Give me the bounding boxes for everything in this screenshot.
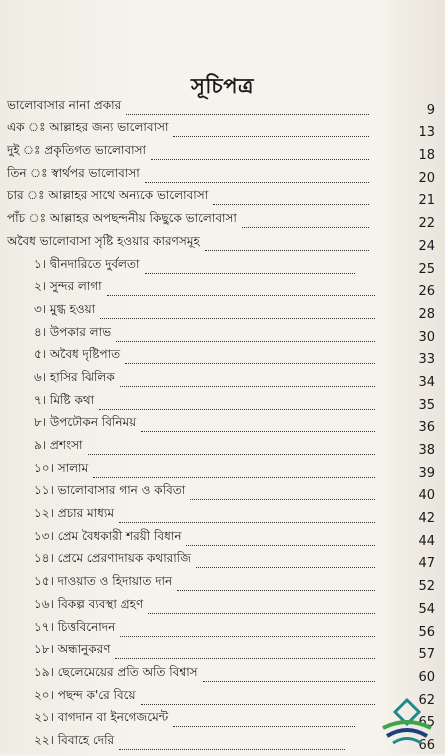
toc-sublabel: ৯। প্রশংসা (34, 438, 83, 452)
dot-leader (203, 681, 375, 682)
toc-subrow (0, 484, 445, 507)
publisher-logo-icon (377, 698, 437, 746)
dot-leader (196, 567, 375, 568)
toc-sublabel: ১২। প্রচার মাধ্যম (34, 506, 115, 521)
toc-page-number: 54 (418, 601, 435, 617)
toc-subrow (0, 370, 445, 393)
toc-subrow (0, 620, 445, 643)
dot-leader (242, 227, 369, 228)
toc-sublabel: ২। সুন্দর লাগা (34, 279, 102, 294)
toc-sublabel: ১১। ভালোবাসার গান ও কবিতা (34, 483, 186, 498)
toc-sublabel: ১৪। প্রেমে প্রেরণাদায়ক কথারাজি (34, 551, 191, 566)
dot-leader (88, 454, 375, 455)
dot-leader (145, 273, 356, 274)
toc-sublabel: ১০। সালাম (34, 460, 89, 475)
toc-sublabel: ১৯। ছেলেমেয়ের প্রতি অতি বিশ্বাস (34, 664, 198, 679)
dot-leader (107, 295, 375, 296)
toc-sublabel: ২২। বিবাহে দেরি (34, 732, 115, 747)
dot-leader (173, 726, 355, 727)
toc-label: তিন ঃ স্বার্থপর ভালোবাসা (7, 165, 140, 180)
dot-leader (100, 318, 375, 319)
toc-row (0, 143, 445, 166)
dot-leader (205, 250, 369, 251)
toc-page-number: 40 (418, 488, 435, 504)
toc-page-number: 39 (418, 465, 435, 481)
dot-leader (151, 159, 369, 160)
dot-leader (125, 363, 375, 364)
dot-leader (141, 431, 375, 432)
toc-page-number: 44 (418, 533, 435, 549)
table-of-contents (0, 98, 445, 756)
dot-leader (173, 136, 369, 137)
toc-label: চার ঃ আল্লাহর সাথে অন্যকে ভালোবাসা (7, 188, 209, 203)
toc-page-number: 25 (418, 261, 435, 277)
dot-leader (126, 114, 369, 115)
toc-subrow (0, 438, 445, 461)
dot-leader (93, 477, 375, 478)
toc-subrow (0, 643, 445, 666)
dot-leader (186, 545, 375, 546)
toc-subrow (0, 574, 445, 597)
toc-sublabel: ১৫। দাওয়াত ও হিদায়াত দান (34, 574, 173, 589)
toc-page-number: 65 (418, 715, 435, 731)
toc-label: এক ঃ আল্লাহর জন্য ভালোবাসা (7, 120, 169, 135)
toc-sublabel: ৬। হাসির ঝিলিক (34, 369, 115, 384)
toc-sublabel: ১৩। প্রেম বৈধকারী শরয়ী বিধান (34, 528, 182, 543)
toc-sublabel: ১। দ্বীনদারিতে দুর্বলতা (34, 256, 140, 271)
toc-page-number: 20 (418, 170, 435, 186)
toc-page-number: 28 (418, 306, 435, 322)
toc-subrow (0, 529, 445, 552)
toc-page-number: 66 (418, 737, 435, 753)
toc-subrow (0, 302, 445, 325)
toc-subrow (0, 416, 445, 439)
toc-sublabel: ২১। বাগদান বা ইনগেজমেন্ট (34, 710, 169, 725)
toc-page-number: 47 (418, 556, 435, 572)
toc-page-number: 13 (418, 125, 435, 141)
toc-page-number: 52 (418, 579, 435, 595)
dot-leader (177, 590, 375, 591)
toc-sublabel: ১৮। অন্ধানুকরণ (34, 642, 111, 657)
dot-leader (190, 499, 375, 500)
toc-row (0, 211, 445, 234)
toc-sublabel: ৫। অবৈধ দৃষ্টিপাত (34, 347, 121, 362)
toc-row (0, 121, 445, 144)
toc-page-number: 34 (418, 374, 435, 390)
dot-leader (213, 204, 369, 205)
toc-page-number: 18 (418, 148, 435, 164)
dot-leader (99, 409, 375, 410)
toc-subrow (0, 393, 445, 416)
toc-subrow (0, 257, 445, 280)
dot-leader (145, 182, 369, 183)
toc-page-number: 60 (418, 669, 435, 685)
dot-leader (115, 658, 375, 659)
toc-sublabel: ৩। মুগ্ধ হওয়া (34, 301, 96, 316)
dot-leader (120, 386, 375, 387)
toc-sublabel: ২০। পছন্দ ক'রে বিয়ে (34, 687, 136, 702)
toc-page-number: 26 (418, 284, 435, 300)
toc-page-number: 36 (418, 420, 435, 436)
toc-page-number: 42 (418, 511, 435, 527)
toc-sublabel: ১৬। বিকল্প ব্যবস্থা গ্রহণ (34, 596, 144, 611)
toc-page-number: 24 (418, 238, 435, 254)
toc-page-number: 22 (418, 216, 435, 232)
toc-page-number: 9 (426, 102, 435, 118)
toc-row (0, 98, 445, 121)
toc-row (0, 166, 445, 189)
toc-label: দুই ঃ প্রকৃতিগত ভালোবাসা (7, 143, 147, 158)
toc-subrow (0, 552, 445, 575)
toc-subrow (0, 348, 445, 371)
toc-subrow (0, 280, 445, 303)
toc-sublabel: ৭। মিষ্টি কথা (34, 392, 95, 407)
toc-sublabel: ৪। উপকার লাভ (34, 324, 112, 339)
toc-subrow (0, 665, 445, 688)
toc-row (0, 234, 445, 257)
toc-page-number: 21 (418, 193, 435, 209)
toc-page-number: 35 (418, 397, 435, 413)
toc-label: অবৈধ ভালোবাসা সৃষ্টি হওয়ার কারণসমূহ (7, 233, 200, 248)
dot-leader (119, 749, 345, 750)
dot-leader (120, 636, 375, 637)
toc-page-number: 30 (418, 329, 435, 345)
dot-leader (141, 704, 375, 705)
toc-label: পাঁচ ঃ আল্লাহর অপছন্দনীয় কিছুকে ভালোবাসা (7, 211, 237, 226)
toc-page-number: 38 (418, 443, 435, 458)
toc-page-number: 62 (418, 692, 435, 708)
toc-sublabel: ১৭। চিত্তবিনোদন (34, 619, 116, 634)
toc-subrow (0, 461, 445, 484)
page-title: সূচিপত্র (191, 73, 254, 98)
toc-subrow (0, 325, 445, 348)
dot-leader (148, 613, 375, 614)
toc-label: ভালোবাসার নানা প্রকার (7, 97, 122, 112)
toc-page-number: 33 (418, 352, 435, 368)
toc-page-number: 56 (418, 624, 435, 640)
toc-sublabel: ৮। উপঢৌকন বিনিময় (34, 415, 137, 430)
toc-row (0, 189, 445, 212)
toc-page-number: 57 (418, 647, 435, 663)
dot-leader (116, 341, 375, 342)
toc-subrow (0, 597, 445, 620)
dot-leader (119, 522, 375, 523)
toc-subrow (0, 506, 445, 529)
